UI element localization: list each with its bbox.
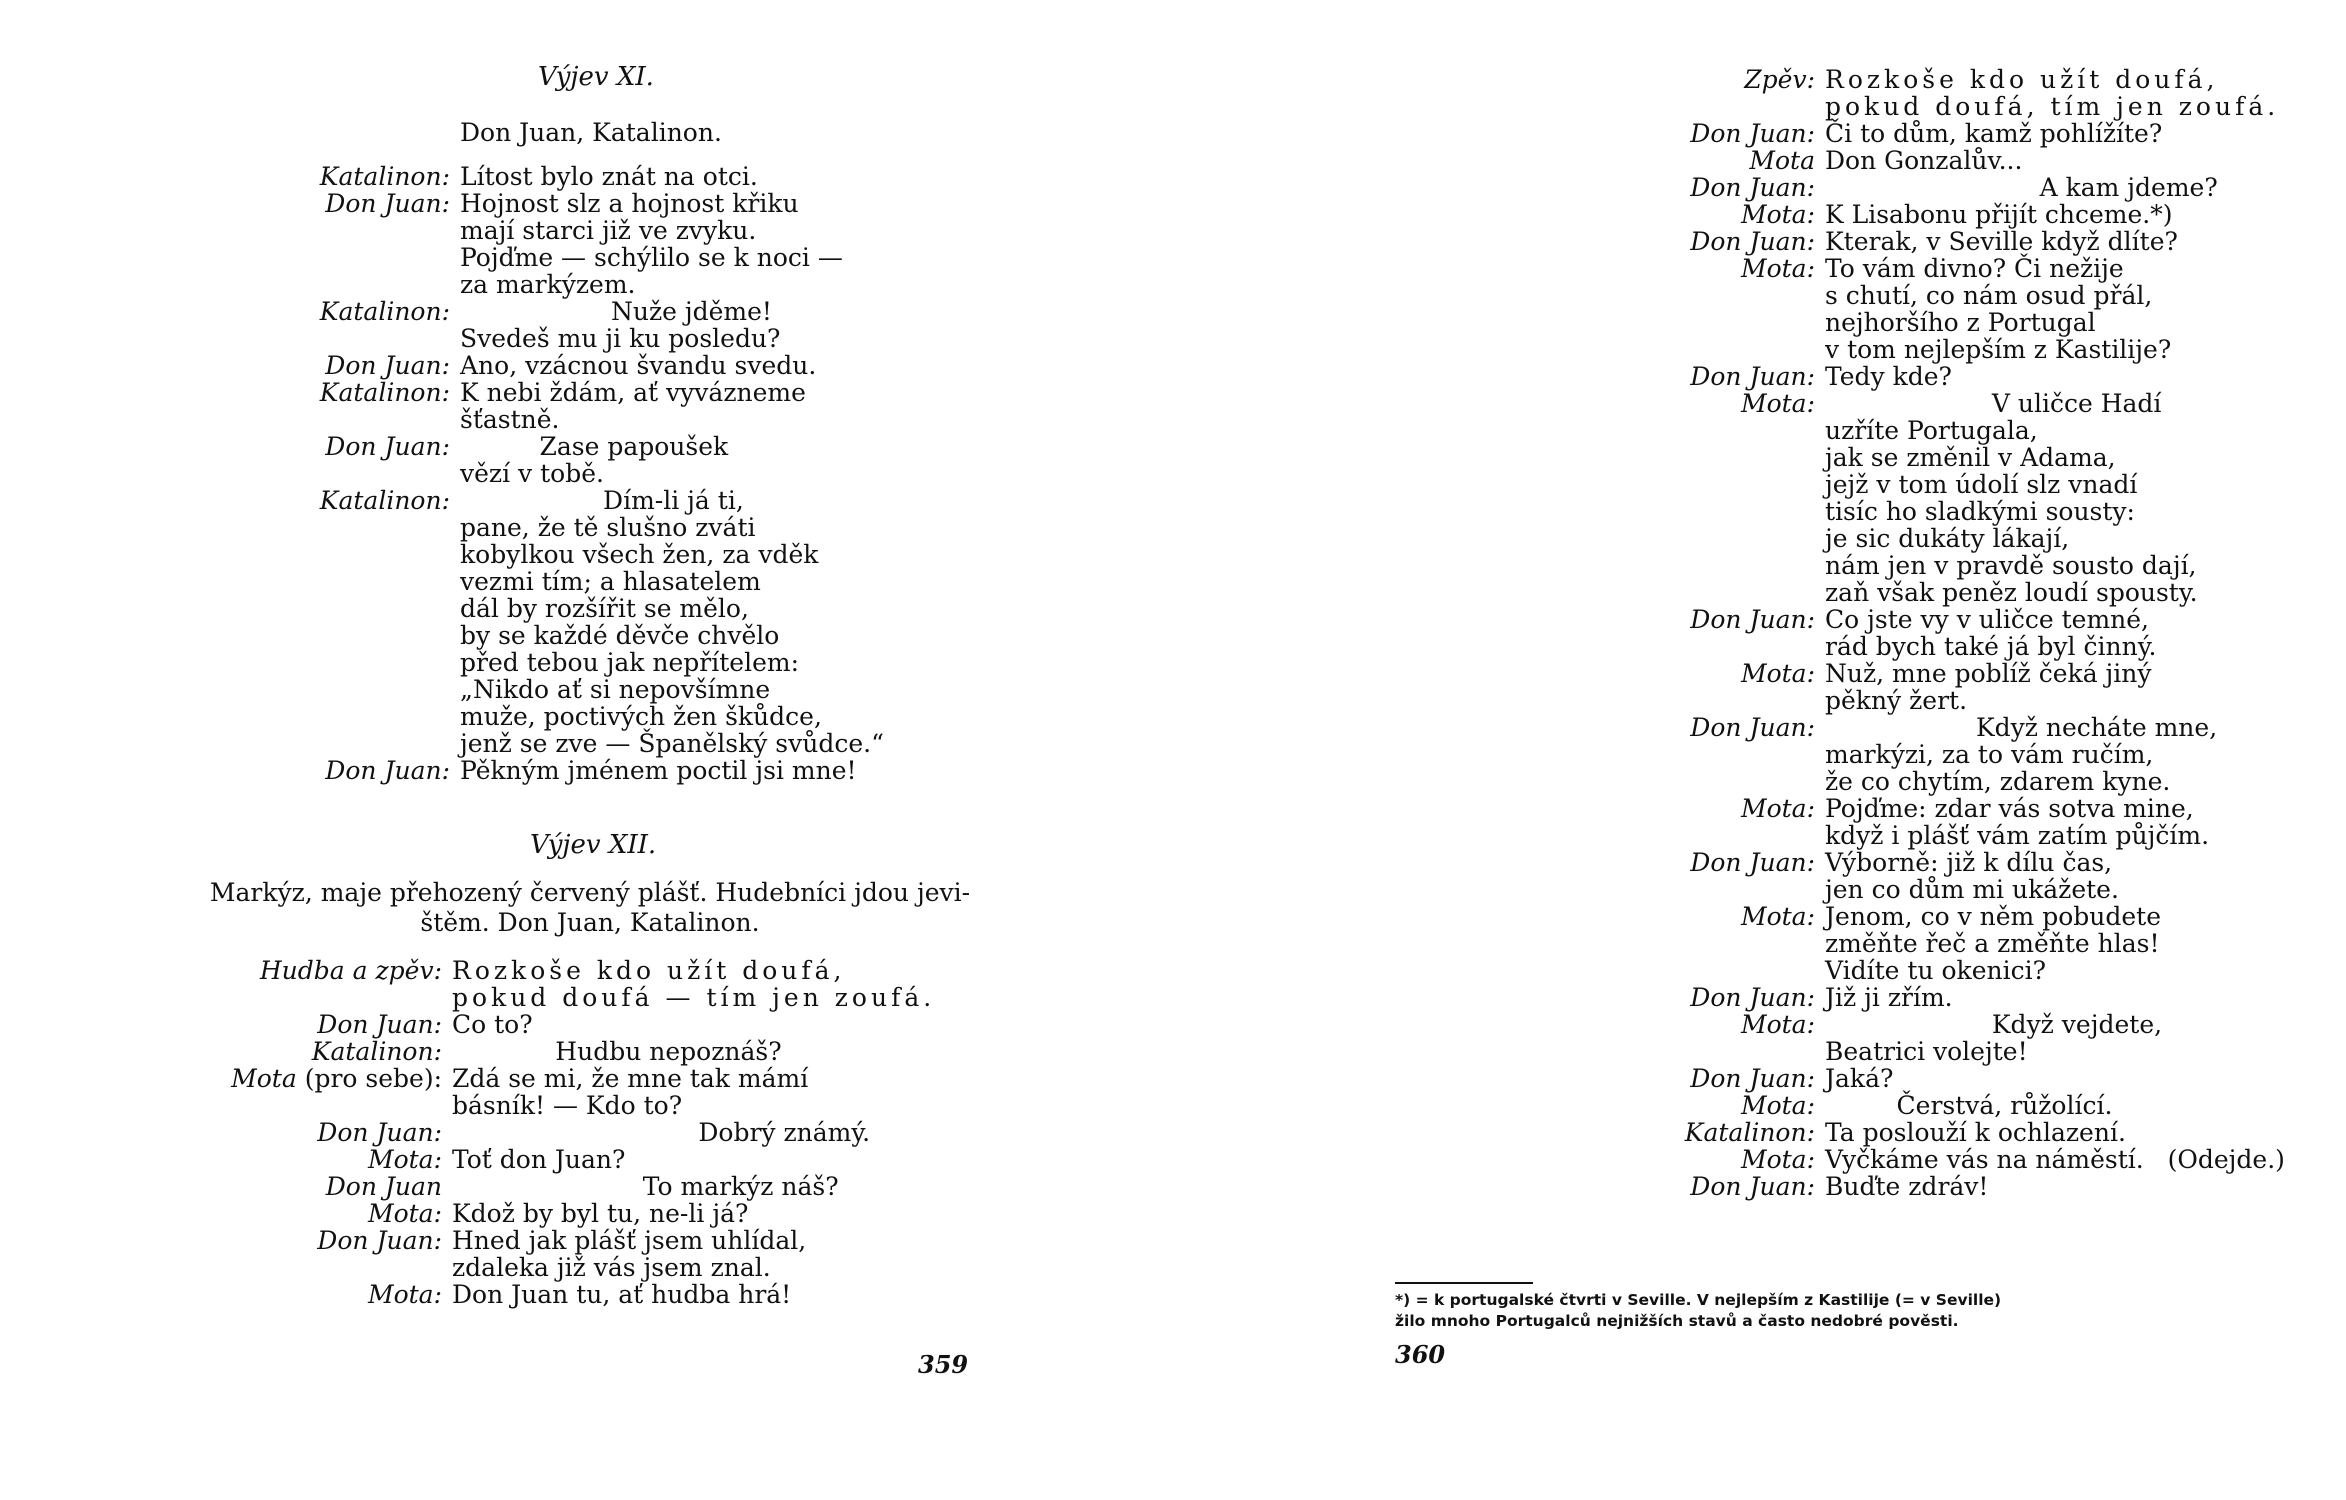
speaker-name	[1353, 1173, 1825, 1200]
speaker-name	[1353, 174, 1825, 201]
speaker-label: Don Juan:	[1690, 119, 1815, 148]
speaker-label: Katalinon:	[319, 486, 450, 515]
speaker-label: Katalinon:	[319, 162, 450, 191]
dialogue-row	[1353, 903, 2273, 984]
dialogue-row	[0, 433, 1000, 487]
speaker-name	[1353, 1065, 1825, 1092]
dialogue-row	[1353, 65, 2280, 121]
verse-line: Svedeš mu ji ku posledu?	[460, 324, 781, 353]
speaker-name	[1353, 120, 1825, 147]
page-number-left: 359	[918, 1350, 969, 1379]
speech-lines	[1825, 1173, 2273, 1200]
verse-line: To vám divno? Či nežije	[1825, 254, 2124, 283]
verse-line: zdaleka již vás jsem znal.	[452, 1253, 771, 1282]
speaker-label: Don Juan:	[325, 189, 450, 218]
dialogue-row	[0, 379, 1000, 433]
dialogue-row	[1353, 1092, 2273, 1119]
speech-lines	[452, 1281, 1000, 1308]
speaker-label: Don Juan:	[325, 351, 450, 380]
speaker-label: Mota:	[1740, 389, 1815, 418]
dialogue-row	[1353, 1119, 2273, 1146]
verse-line: pokud doufá, tím jen zoufá.	[1825, 92, 2280, 121]
speaker-name	[0, 1038, 452, 1065]
verse-line: V uličce Hadí	[1825, 389, 2162, 418]
verse-line: Co jste vy v uličce temné,	[1825, 605, 2149, 634]
speaker-name	[0, 190, 460, 217]
speaker-name	[0, 433, 460, 460]
speaker-label: Katalinon:	[319, 297, 450, 326]
speaker-name	[1353, 147, 1825, 174]
scene-xii-dialogue	[0, 957, 1000, 1308]
verse-line: Vyčkáme vás na náměstí. (Odejde.)	[1825, 1145, 2285, 1174]
speaker-name	[0, 379, 460, 406]
speaker-label: Mota:	[1740, 794, 1815, 823]
verse-line: Don Gonzalův...	[1825, 146, 2023, 175]
speaker-name	[0, 298, 460, 325]
speaker-label: Don Juan:	[317, 1010, 442, 1039]
verse-line: by se každé děvče chvělo	[460, 621, 780, 650]
verse-line: Pojďme — schýlilo se k noci —	[460, 243, 843, 272]
verse-line: Vidíte tu okenici?	[1825, 956, 2046, 985]
speaker-name	[1353, 363, 1825, 390]
verse-line: že co chytím, zdarem kyne.	[1825, 767, 2171, 796]
verse-line: Dím-li já ti,	[460, 486, 744, 515]
verse-line: zaň však peněz loudí spousty.	[1825, 578, 2198, 607]
verse-line: pane, že tě slušno zváti	[460, 513, 756, 542]
speaker-label: Don Juan:	[1690, 1172, 1815, 1201]
verse-line: když i plášť vám zatím půjčím.	[1825, 821, 2210, 850]
dialogue-row	[1353, 984, 2273, 1011]
speaker-label: Mota	[1749, 146, 1815, 175]
speaker-label: Don Juan:	[1690, 227, 1815, 256]
speaker-name	[0, 1065, 452, 1092]
dialogue-row	[0, 1173, 1000, 1200]
dialogue-row	[1353, 714, 2273, 795]
speaker-label: Don Juan:	[325, 756, 450, 785]
verse-line: Hojnost slz a hojnost křiku	[460, 189, 799, 218]
verse-line: básník! — Kdo to?	[452, 1091, 683, 1120]
speaker-label: Don Juan:	[325, 432, 450, 461]
speaker-label: Don Juan:	[1690, 713, 1815, 742]
verse-line: jejž v tom údolí slz vnadí	[1825, 470, 2138, 499]
verse-line: je sic dukáty lákají,	[1825, 524, 2070, 553]
dialogue-row	[1353, 1145, 2285, 1174]
footnote-rule	[1395, 1282, 1533, 1284]
speaker-name	[0, 1200, 452, 1227]
speech-lines	[1825, 120, 2273, 147]
verse-line: markýzi, za to vám ručím,	[1825, 740, 2154, 769]
speech-lines	[452, 1200, 1000, 1227]
speaker-name	[1353, 606, 1825, 633]
speaker-label: Mota:	[1740, 1010, 1815, 1039]
speech-lines	[460, 379, 1000, 433]
speech-lines	[1825, 606, 2273, 660]
speech-lines	[1825, 1119, 2273, 1146]
dialogue-row	[1353, 228, 2273, 255]
speech-lines	[452, 1146, 1000, 1173]
speech-lines	[1825, 390, 2273, 606]
dialogue-row	[1353, 120, 2273, 147]
verse-line: Kdož by byl tu, ne-li já?	[452, 1199, 749, 1228]
verse-line: za markýzem.	[460, 270, 636, 299]
dialogue-row	[1353, 1173, 2273, 1200]
speech-lines	[1825, 1092, 2273, 1119]
speaker-label: Mota:	[367, 1199, 442, 1228]
speaker-label: Mota:	[1740, 200, 1815, 229]
verse-line: Hned jak plášť jsem uhlídal,	[452, 1226, 807, 1255]
dialogue-row	[0, 1200, 1000, 1227]
verse-line: Toť don Juan?	[452, 1145, 626, 1174]
speech-lines	[460, 190, 1000, 298]
dialogue-row	[1353, 201, 2273, 228]
speech-lines	[460, 757, 1000, 784]
dialogue-row	[1353, 795, 2273, 849]
speaker-name	[1353, 1146, 1825, 1173]
speaker-name	[0, 352, 460, 379]
speaker-name	[0, 1281, 452, 1308]
speaker-label: Katalinon:	[311, 1037, 442, 1066]
speaker-label: Don Juan	[325, 1172, 442, 1201]
verse-line: Don Juan tu, ať hudba hrá!	[452, 1280, 792, 1309]
speaker-name	[0, 757, 460, 784]
dialogue-row	[1353, 390, 2273, 606]
scene-xi-dialogue	[0, 163, 1000, 784]
speech-lines	[1825, 714, 2273, 795]
dialogue-row	[0, 1281, 1000, 1308]
speaker-name	[1353, 255, 1825, 282]
speech-lines	[1825, 795, 2273, 849]
speech-lines	[1825, 66, 2279, 120]
verse-line: změňte řeč a změňte hlas!	[1825, 929, 2160, 958]
verse-line: Ta poslouží k ochlazení.	[1825, 1118, 2126, 1147]
speaker-name	[0, 1227, 452, 1254]
footnote-line: *) = k portugalské čtvrti v Seville. V nejlepším z Kastilije (= v Seville)	[1395, 1291, 2002, 1309]
verse-line: Čerstvá, růžolící.	[1825, 1091, 2113, 1120]
dialogue-row	[0, 190, 1000, 298]
dialogue-row	[0, 298, 1000, 352]
speech-lines	[1825, 363, 2273, 390]
speech-lines	[452, 1038, 1000, 1065]
speech-lines	[1825, 1146, 2285, 1173]
speaker-name	[0, 163, 460, 190]
verse-line: Rozkoše kdo užít doufá,	[1825, 65, 2219, 94]
speech-lines	[1825, 984, 2273, 1011]
speaker-name	[0, 1119, 452, 1146]
speaker-name	[1353, 660, 1825, 687]
speaker-label: Mota:	[367, 1145, 442, 1174]
verse-line: pokud doufá — tím jen zoufá.	[452, 983, 936, 1012]
speaker-label: Mota:	[1740, 1091, 1815, 1120]
verse-line: dál by rozšířit se mělo,	[460, 594, 749, 623]
speech-lines	[452, 1065, 1000, 1119]
verse-line: nám jen v pravdě sousto dají,	[1825, 551, 2197, 580]
scene-xii-title: Výjev XII.	[530, 830, 657, 860]
dialogue-row	[0, 1011, 1000, 1038]
verse-line: s chutí, co nám osud přál,	[1825, 281, 2153, 310]
speaker-label: Don Juan:	[1690, 362, 1815, 391]
speaker-name	[1353, 714, 1825, 741]
speaker-name	[0, 957, 452, 984]
verse-line: šťastně.	[460, 405, 560, 434]
verse-line: rád bych také já byl činný.	[1825, 632, 2157, 661]
speech-lines	[1825, 849, 2273, 903]
dialogue-row	[0, 487, 1000, 757]
dialogue-row	[0, 163, 1000, 190]
speaker-label: Don Juan:	[317, 1226, 442, 1255]
verse-line: Jaká?	[1825, 1064, 1894, 1093]
speaker-label: Don Juan:	[1690, 605, 1815, 634]
scene-xi-cast: Don Juan, Katalinon.	[460, 118, 722, 147]
footnote	[1395, 1290, 2335, 1332]
verse-line: Již ji zřím.	[1825, 983, 1953, 1012]
verse-line: nejhoršího z Portugal	[1825, 308, 2096, 337]
speaker-note: (pro sebe):	[304, 1064, 442, 1093]
verse-line: Výborně: již k dílu čas,	[1825, 848, 2113, 877]
speech-lines	[1825, 1011, 2273, 1065]
dialogue-row	[1353, 660, 2273, 714]
dialogue-row	[0, 352, 1000, 379]
dialogue-row	[0, 1119, 1000, 1146]
speaker-label: Don Juan:	[1690, 848, 1815, 877]
speaker-label: Don Juan:	[1690, 173, 1815, 202]
speech-lines	[1825, 228, 2273, 255]
verse-line: Hudbu nepoznáš?	[452, 1037, 782, 1066]
verse-line: Beatrici volejte!	[1825, 1037, 2028, 1066]
verse-line: Zase papoušek	[460, 432, 729, 461]
speech-lines	[452, 1011, 1000, 1038]
dialogue-row	[1353, 174, 2273, 201]
verse-line: Dobrý známý.	[452, 1118, 871, 1147]
speaker-name	[1353, 984, 1825, 1011]
scene-xii-stage-direction	[200, 878, 980, 938]
speaker-label: Mota:	[1740, 254, 1815, 283]
speaker-label: Don Juan:	[1690, 983, 1815, 1012]
verse-line: Co to?	[452, 1010, 533, 1039]
verse-line: Když necháte mne,	[1825, 713, 2218, 742]
verse-line: Jenom, co v něm pobudete	[1825, 902, 2161, 931]
verse-line: Lítost bylo znát na otci.	[460, 162, 758, 191]
stage-direction-line: štěm. Don Juan, Katalinon.	[420, 908, 760, 937]
verse-line: A kam jdeme?	[1825, 173, 2218, 202]
verse-line: Zdá se mi, že mne tak mámí	[452, 1064, 809, 1093]
speaker-name	[0, 1173, 452, 1200]
verse-line: To markýz náš?	[452, 1172, 839, 1201]
speech-lines	[460, 298, 1000, 352]
speaker-name	[1353, 390, 1825, 417]
verse-line: jen co dům mi ukážete.	[1825, 875, 2119, 904]
dialogue-row	[0, 957, 1000, 1011]
speech-lines	[1825, 1065, 2273, 1092]
verse-line: pěkný žert.	[1825, 686, 1968, 715]
footnote-line: žilo mnoho Portugalců nejnižších stavů a často nedobré pověsti.	[1395, 1312, 1959, 1330]
verse-line: jak se změnil v Adama,	[1825, 443, 2116, 472]
verse-line: mají starci již ve zvyku.	[460, 216, 757, 245]
verse-line: v tom nejlepším z Kastilije?	[1825, 335, 2172, 364]
speaker-name	[1353, 201, 1825, 228]
dialogue-row	[1353, 255, 2273, 363]
speech-lines	[1825, 255, 2273, 363]
verse-line: kobylkou všech žen, za vděk	[460, 540, 819, 569]
speaker-label: Mota:	[1740, 1145, 1815, 1174]
dialogue-row	[0, 1038, 1000, 1065]
speech-lines	[1825, 201, 2273, 228]
dialogue-row	[0, 1065, 1000, 1119]
speaker-label: Katalinon:	[319, 378, 450, 407]
speaker-label: Don Juan:	[317, 1118, 442, 1147]
speech-lines	[460, 433, 1000, 487]
verse-line: vezmi tím; a hlasatelem	[460, 567, 761, 596]
speech-lines	[1825, 147, 2273, 174]
verse-line: Pojďme: zdar vás sotva mine,	[1825, 794, 2194, 823]
speaker-label: Mota	[231, 1064, 297, 1093]
verse-line: „Nikdo ať si nepovšímne	[460, 675, 771, 704]
dialogue-row	[0, 1146, 1000, 1173]
verse-line: Buďte zdráv!	[1825, 1172, 1989, 1201]
speaker-label: Mota:	[1740, 659, 1815, 688]
stage-direction-line: Markýz, maje přehozený červený plášť. Hudebníci jdou jevi-	[209, 878, 971, 907]
verse-line: Ano, vzácnou švandu svedu.	[460, 351, 817, 380]
speaker-name	[1353, 66, 1825, 93]
verse-line: Pěkným jménem poctil jsi mne!	[460, 756, 857, 785]
speaker-label: Don Juan:	[1690, 1064, 1815, 1093]
dialogue-row	[0, 1227, 1000, 1281]
right-page	[1173, 0, 2346, 1500]
speaker-name	[1353, 228, 1825, 255]
verse-line: Či to dům, kamž pohlížíte?	[1825, 119, 2163, 148]
speech-lines	[460, 163, 1000, 190]
page-number-right: 360	[1395, 1340, 1446, 1369]
speaker-name	[1353, 903, 1825, 930]
verse-line: tisíc ho sladkými sousty:	[1825, 497, 2135, 526]
speaker-name	[0, 1011, 452, 1038]
dialogue-row	[1353, 1065, 2273, 1092]
speech-lines	[460, 487, 1000, 757]
verse-line: uzříte Portugala,	[1825, 416, 2038, 445]
speech-lines	[452, 957, 1000, 1011]
speaker-name	[1353, 849, 1825, 876]
speaker-name	[1353, 1011, 1825, 1038]
speech-lines	[1825, 174, 2273, 201]
verse-line: Nuž, mne poblíž čeká jiný	[1825, 659, 2152, 688]
scene-xi-title: Výjev XI.	[538, 62, 654, 92]
speaker-name	[1353, 795, 1825, 822]
verse-line: Rozkoše kdo užít doufá,	[452, 956, 846, 985]
dialogue-row	[1353, 849, 2273, 903]
speech-lines	[452, 1227, 1000, 1281]
speech-lines	[1825, 660, 2273, 714]
verse-line: jenž se zve — Španělský svůdce.“	[460, 729, 884, 758]
speaker-label: Mota:	[367, 1280, 442, 1309]
speaker-label: Zpěv:	[1744, 65, 1815, 94]
dialogue-row	[1353, 1011, 2273, 1065]
speaker-name	[0, 1146, 452, 1173]
dialogue-row	[1353, 363, 2273, 390]
verse-line: vězí v tobě.	[460, 459, 604, 488]
dialogue-row	[1353, 147, 2273, 174]
speaker-name	[1353, 1119, 1825, 1146]
speaker-label: Mota:	[1740, 902, 1815, 931]
verse-line: K Lisabonu přijít chceme.*)	[1825, 200, 2173, 229]
verse-line: K nebi ždám, ať vyvázneme	[460, 378, 806, 407]
speech-lines	[1825, 903, 2273, 984]
speaker-label: Hudba a zpěv:	[259, 956, 442, 985]
speech-lines	[460, 352, 1000, 379]
speech-lines	[452, 1173, 1000, 1200]
dialogue-row	[0, 757, 1000, 784]
speaker-name	[1353, 1092, 1825, 1119]
verse-line: Tedy kde?	[1825, 362, 1952, 391]
verse-line: Kterak, v Seville když dlíte?	[1825, 227, 2178, 256]
speech-lines	[452, 1119, 1000, 1146]
verse-line: muže, poctivých žen škůdce,	[460, 702, 822, 731]
dialogue-row	[1353, 606, 2273, 660]
speaker-name	[0, 487, 460, 514]
speaker-label: Katalinon:	[1684, 1118, 1815, 1147]
verse-line: před tebou jak nepřítelem:	[460, 648, 800, 677]
verse-line: Nuže jděme!	[460, 297, 772, 326]
verse-line: Když vejdete,	[1825, 1010, 2163, 1039]
right-page-dialogue	[1353, 65, 2285, 1201]
